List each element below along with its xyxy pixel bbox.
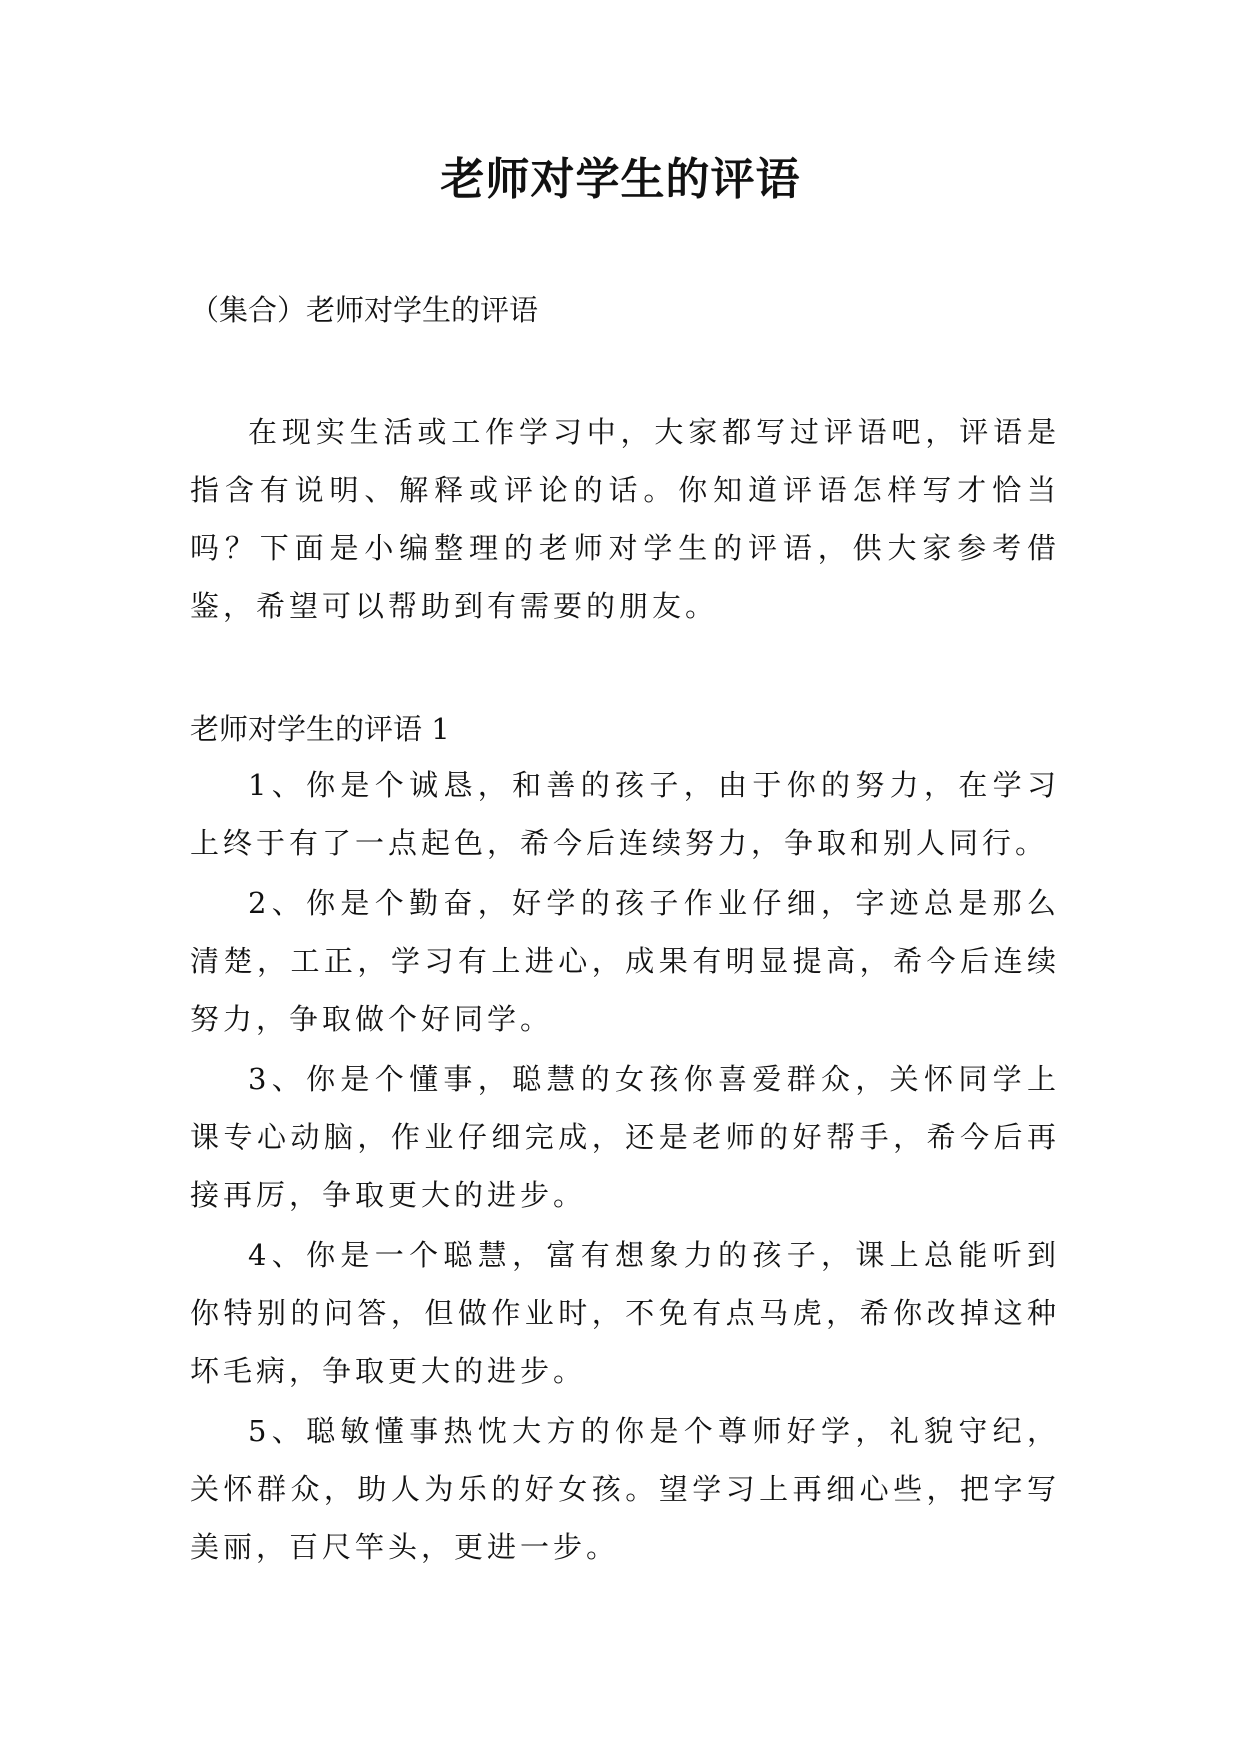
comment-item-4: 4、你是一个聪慧，富有想象力的孩子，课上总能听到你特别的问答，但做作业时，不免有点马虎，希你改掉这种坏毛病，争取更大的进步。 xyxy=(190,1238,1060,1388)
section-heading: 老师对学生的评语 1 xyxy=(190,712,450,746)
comment-item-2: 2、你是个勤奋，好学的孩子作业仔细，字迹总是那么清楚，工正，学习有上进心，成果有明显提高，希今后连续努力，争取做个好同学。 xyxy=(190,886,1060,1036)
document-subtitle: （集合）老师对学生的评语 xyxy=(190,293,539,327)
comment-item-3: 3、你是个懂事，聪慧的女孩你喜爱群众，关怀同学上课专心动脑，作业仔细完成，还是老师的好帮手，希今后再接再厉，争取更大的进步。 xyxy=(190,1062,1060,1212)
comment-item-5: 5、聪敏懂事热忱大方的你是个尊师好学，礼貌守纪，关怀群众，助人为乐的好女孩。望学习上再细心些，把字写美丽，百尺竿头，更进一步。 xyxy=(190,1414,1060,1564)
intro-paragraph: 在现实生活或工作学习中，大家都写过评语吧，评语是指含有说明、解释或评论的话。你知道评语怎样写才恰当吗？下面是小编整理的老师对学生的评语，供大家参考借鉴，希望可以帮助到有需要的朋友。 xyxy=(190,415,1060,623)
document-title: 老师对学生的评语 xyxy=(440,154,801,205)
comment-list xyxy=(190,756,1060,1576)
comment-item-1: 1、你是个诚恳，和善的孩子，由于你的努力，在学习上终于有了一点起色，希今后连续努力，争取和别人同行。 xyxy=(190,768,1060,860)
